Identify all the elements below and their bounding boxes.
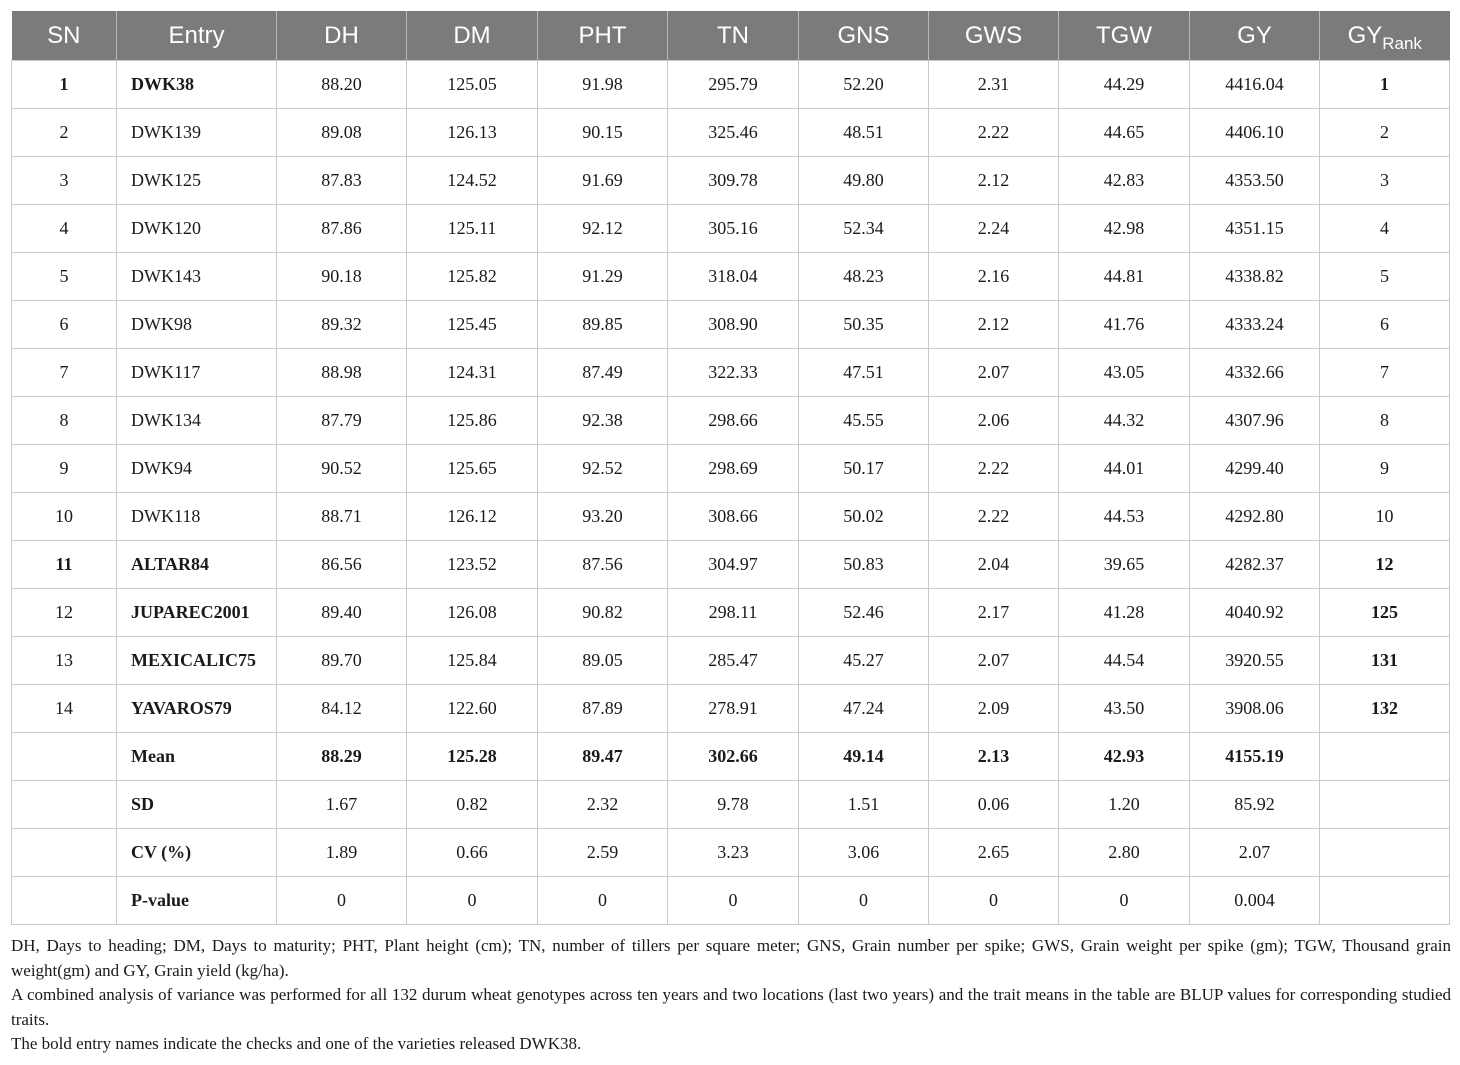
cell-pht: 90.82 [538, 589, 668, 637]
cell-pht: 89.85 [538, 301, 668, 349]
cell-dm: 0 [407, 877, 538, 925]
header-gy-rank-sub: Rank [1382, 33, 1422, 53]
cell-tgw: 41.76 [1059, 301, 1190, 349]
table-row [12, 109, 1450, 157]
header-gws: GWS [929, 11, 1059, 61]
header-entry: Entry [117, 11, 277, 61]
cell-pht: 89.05 [538, 637, 668, 685]
cell-gy: 4292.80 [1190, 493, 1320, 541]
cell-gns: 47.51 [799, 349, 929, 397]
header-gy-rank [1320, 11, 1450, 61]
cell-entry: DWK125 [117, 157, 277, 205]
cell-tn: 298.66 [668, 397, 799, 445]
cell-tgw: 44.53 [1059, 493, 1190, 541]
cell-dm: 124.31 [407, 349, 538, 397]
cell-gy-rank: 9 [1320, 445, 1450, 493]
cell-gns: 50.83 [799, 541, 929, 589]
cell-gy: 4351.15 [1190, 205, 1320, 253]
cell-gy-rank: 5 [1320, 253, 1450, 301]
cell-pht: 93.20 [538, 493, 668, 541]
cell-gws: 2.07 [929, 349, 1059, 397]
cell-gns: 48.23 [799, 253, 929, 301]
cell-gns: 48.51 [799, 109, 929, 157]
cell-gy-rank: 7 [1320, 349, 1450, 397]
cell-sn [12, 781, 117, 829]
cell-tn: 304.97 [668, 541, 799, 589]
summary-row-mean [12, 733, 1450, 781]
cell-gns: 49.14 [799, 733, 929, 781]
cell-tn: 318.04 [668, 253, 799, 301]
footnote-analysis: A combined analysis of variance was performed for all 132 durum wheat genotypes across ten years and two locations (last two years) and the trait means in the table are BLUP values for corresponding studied traits. [11, 985, 1451, 1029]
cell-tn: 295.79 [668, 61, 799, 109]
cell-tgw: 44.01 [1059, 445, 1190, 493]
cell-gy-rank [1320, 829, 1450, 877]
table-row [12, 301, 1450, 349]
cell-tgw: 39.65 [1059, 541, 1190, 589]
cell-entry: DWK118 [117, 493, 277, 541]
cell-gy: 3920.55 [1190, 637, 1320, 685]
header-tn: TN [668, 11, 799, 61]
cell-gy: 4406.10 [1190, 109, 1320, 157]
cell-gy-rank [1320, 781, 1450, 829]
table-row [12, 205, 1450, 253]
summary-row-cv [12, 829, 1450, 877]
cell-pht: 91.98 [538, 61, 668, 109]
cell-pht: 92.52 [538, 445, 668, 493]
cell-summary-label: SD [117, 781, 277, 829]
cell-dh: 88.20 [277, 61, 407, 109]
cell-sn: 14 [12, 685, 117, 733]
cell-gws: 2.12 [929, 301, 1059, 349]
cell-dh: 0 [277, 877, 407, 925]
table-row [12, 397, 1450, 445]
cell-tgw: 42.98 [1059, 205, 1190, 253]
cell-gws: 2.16 [929, 253, 1059, 301]
cell-gy: 85.92 [1190, 781, 1320, 829]
cell-tgw: 43.50 [1059, 685, 1190, 733]
summary-row-pvalue [12, 877, 1450, 925]
cell-entry: MEXICALIC75 [117, 637, 277, 685]
cell-dh: 89.08 [277, 109, 407, 157]
cell-dm: 123.52 [407, 541, 538, 589]
cell-tn: 9.78 [668, 781, 799, 829]
cell-dm: 126.08 [407, 589, 538, 637]
cell-entry: DWK139 [117, 109, 277, 157]
cell-sn: 9 [12, 445, 117, 493]
cell-tn: 309.78 [668, 157, 799, 205]
cell-gy-rank: 12 [1320, 541, 1450, 589]
cell-dm: 125.11 [407, 205, 538, 253]
cell-summary-label: Mean [117, 733, 277, 781]
cell-dh: 86.56 [277, 541, 407, 589]
table-row [12, 349, 1450, 397]
cell-sn [12, 829, 117, 877]
cell-gns: 45.27 [799, 637, 929, 685]
header-tgw: TGW [1059, 11, 1190, 61]
cell-gns: 45.55 [799, 397, 929, 445]
cell-dh: 88.98 [277, 349, 407, 397]
table-row [12, 541, 1450, 589]
cell-sn: 7 [12, 349, 117, 397]
table-header-row [12, 11, 1450, 61]
cell-gy-rank: 1 [1320, 61, 1450, 109]
results-table-container [11, 11, 1449, 925]
cell-pht: 2.59 [538, 829, 668, 877]
cell-sn: 8 [12, 397, 117, 445]
cell-sn: 3 [12, 157, 117, 205]
cell-gy: 4416.04 [1190, 61, 1320, 109]
cell-dh: 88.29 [277, 733, 407, 781]
cell-gy: 4307.96 [1190, 397, 1320, 445]
cell-sn: 11 [12, 541, 117, 589]
cell-gy: 4353.50 [1190, 157, 1320, 205]
cell-pht: 2.32 [538, 781, 668, 829]
cell-dm: 0.82 [407, 781, 538, 829]
cell-pht: 91.29 [538, 253, 668, 301]
cell-pht: 0 [538, 877, 668, 925]
cell-gns: 0 [799, 877, 929, 925]
cell-gy-rank: 3 [1320, 157, 1450, 205]
cell-gws: 0.06 [929, 781, 1059, 829]
cell-dm: 125.05 [407, 61, 538, 109]
cell-sn: 2 [12, 109, 117, 157]
cell-entry: YAVAROS79 [117, 685, 277, 733]
cell-dh: 1.89 [277, 829, 407, 877]
cell-gy: 2.07 [1190, 829, 1320, 877]
cell-entry: ALTAR84 [117, 541, 277, 589]
cell-sn: 4 [12, 205, 117, 253]
cell-gy: 4155.19 [1190, 733, 1320, 781]
cell-gws: 2.22 [929, 109, 1059, 157]
header-gy: GY [1190, 11, 1320, 61]
cell-gy-rank: 4 [1320, 205, 1450, 253]
blup-means-table [11, 11, 1450, 925]
cell-tgw: 42.93 [1059, 733, 1190, 781]
cell-summary-label: P-value [117, 877, 277, 925]
cell-dm: 125.65 [407, 445, 538, 493]
cell-tn: 3.23 [668, 829, 799, 877]
cell-dm: 122.60 [407, 685, 538, 733]
cell-gy: 4040.92 [1190, 589, 1320, 637]
cell-gy-rank: 6 [1320, 301, 1450, 349]
cell-entry: DWK38 [117, 61, 277, 109]
cell-dh: 89.70 [277, 637, 407, 685]
cell-gy-rank: 10 [1320, 493, 1450, 541]
cell-sn: 5 [12, 253, 117, 301]
header-pht: PHT [538, 11, 668, 61]
table-row [12, 589, 1450, 637]
cell-tn: 298.11 [668, 589, 799, 637]
cell-tn: 308.90 [668, 301, 799, 349]
cell-gy-rank: 132 [1320, 685, 1450, 733]
cell-gy-rank: 125 [1320, 589, 1450, 637]
footnote-abbreviations: DH, Days to heading; DM, Days to maturity; PHT, Plant height (cm); TN, number of tillers per square meter; GNS, Grain number per spike; GWS, Grain weight per spike (gm); TGW, Thousand grain weight(gm) and GY, Grain yield (kg/ha). [11, 936, 1451, 980]
cell-gns: 1.51 [799, 781, 929, 829]
cell-gws: 2.31 [929, 61, 1059, 109]
cell-tgw: 42.83 [1059, 157, 1190, 205]
header-dh: DH [277, 11, 407, 61]
cell-tgw: 0 [1059, 877, 1190, 925]
header-gy-rank-main: GY [1347, 21, 1383, 49]
cell-entry: DWK120 [117, 205, 277, 253]
cell-pht: 92.12 [538, 205, 668, 253]
cell-dm: 125.45 [407, 301, 538, 349]
cell-pht: 92.38 [538, 397, 668, 445]
cell-sn: 12 [12, 589, 117, 637]
table-row [12, 157, 1450, 205]
cell-pht: 87.56 [538, 541, 668, 589]
cell-pht: 91.69 [538, 157, 668, 205]
cell-tn: 325.46 [668, 109, 799, 157]
cell-tn: 0 [668, 877, 799, 925]
cell-dm: 125.28 [407, 733, 538, 781]
cell-gy-rank: 2 [1320, 109, 1450, 157]
cell-tn: 308.66 [668, 493, 799, 541]
cell-gws: 2.07 [929, 637, 1059, 685]
cell-dm: 124.52 [407, 157, 538, 205]
cell-sn: 6 [12, 301, 117, 349]
cell-entry: DWK143 [117, 253, 277, 301]
cell-sn: 10 [12, 493, 117, 541]
cell-gns: 50.02 [799, 493, 929, 541]
cell-dh: 90.18 [277, 253, 407, 301]
cell-gy-rank: 8 [1320, 397, 1450, 445]
cell-entry: DWK134 [117, 397, 277, 445]
cell-gns: 50.35 [799, 301, 929, 349]
cell-dh: 89.32 [277, 301, 407, 349]
cell-dh: 87.79 [277, 397, 407, 445]
cell-tgw: 2.80 [1059, 829, 1190, 877]
cell-entry: DWK94 [117, 445, 277, 493]
cell-dh: 87.83 [277, 157, 407, 205]
cell-dm: 0.66 [407, 829, 538, 877]
footnote-bold-note: The bold entry names indicate the checks and one of the varieties released DWK38. [11, 1034, 582, 1053]
cell-dh: 84.12 [277, 685, 407, 733]
cell-tgw: 1.20 [1059, 781, 1190, 829]
header-sn: SN [12, 11, 117, 61]
cell-gns: 52.20 [799, 61, 929, 109]
cell-entry: DWK98 [117, 301, 277, 349]
cell-gws: 2.22 [929, 493, 1059, 541]
cell-dh: 90.52 [277, 445, 407, 493]
summary-row-sd [12, 781, 1450, 829]
cell-tn: 285.47 [668, 637, 799, 685]
cell-gy: 4299.40 [1190, 445, 1320, 493]
cell-tgw: 44.32 [1059, 397, 1190, 445]
cell-gy: 4332.66 [1190, 349, 1320, 397]
cell-gy-rank [1320, 733, 1450, 781]
cell-pht: 90.15 [538, 109, 668, 157]
cell-tn: 298.69 [668, 445, 799, 493]
cell-gy: 4333.24 [1190, 301, 1320, 349]
cell-gns: 50.17 [799, 445, 929, 493]
cell-sn: 13 [12, 637, 117, 685]
cell-gws: 2.06 [929, 397, 1059, 445]
cell-gy: 4282.37 [1190, 541, 1320, 589]
cell-entry: DWK117 [117, 349, 277, 397]
cell-gy: 3908.06 [1190, 685, 1320, 733]
cell-dm: 126.13 [407, 109, 538, 157]
cell-dh: 1.67 [277, 781, 407, 829]
cell-sn [12, 733, 117, 781]
cell-tgw: 41.28 [1059, 589, 1190, 637]
cell-tn: 305.16 [668, 205, 799, 253]
cell-tn: 302.66 [668, 733, 799, 781]
cell-gy: 4338.82 [1190, 253, 1320, 301]
cell-gws: 2.65 [929, 829, 1059, 877]
cell-tgw: 44.81 [1059, 253, 1190, 301]
cell-gns: 52.34 [799, 205, 929, 253]
cell-gws: 2.04 [929, 541, 1059, 589]
cell-gy: 0.004 [1190, 877, 1320, 925]
cell-tgw: 44.65 [1059, 109, 1190, 157]
header-gns: GNS [799, 11, 929, 61]
cell-dh: 89.40 [277, 589, 407, 637]
table-row [12, 253, 1450, 301]
cell-dh: 88.71 [277, 493, 407, 541]
cell-pht: 87.89 [538, 685, 668, 733]
cell-dm: 125.82 [407, 253, 538, 301]
cell-sn: 1 [12, 61, 117, 109]
cell-entry: JUPAREC2001 [117, 589, 277, 637]
cell-dm: 125.86 [407, 397, 538, 445]
cell-gws: 2.22 [929, 445, 1059, 493]
cell-pht: 89.47 [538, 733, 668, 781]
table-row [12, 637, 1450, 685]
cell-dh: 87.86 [277, 205, 407, 253]
cell-tgw: 43.05 [1059, 349, 1190, 397]
cell-gws: 2.17 [929, 589, 1059, 637]
cell-summary-label: CV (%) [117, 829, 277, 877]
table-row [12, 445, 1450, 493]
cell-tn: 278.91 [668, 685, 799, 733]
cell-gns: 3.06 [799, 829, 929, 877]
cell-gy-rank [1320, 877, 1450, 925]
cell-gws: 2.24 [929, 205, 1059, 253]
table-row [12, 685, 1450, 733]
cell-gy-rank: 131 [1320, 637, 1450, 685]
table-row [12, 493, 1450, 541]
cell-sn [12, 877, 117, 925]
table-row [12, 61, 1450, 109]
cell-gws: 2.13 [929, 733, 1059, 781]
cell-dm: 126.12 [407, 493, 538, 541]
cell-dm: 125.84 [407, 637, 538, 685]
cell-tn: 322.33 [668, 349, 799, 397]
cell-gns: 52.46 [799, 589, 929, 637]
cell-pht: 87.49 [538, 349, 668, 397]
cell-gns: 47.24 [799, 685, 929, 733]
cell-gws: 2.09 [929, 685, 1059, 733]
cell-tgw: 44.29 [1059, 61, 1190, 109]
cell-tgw: 44.54 [1059, 637, 1190, 685]
cell-gws: 0 [929, 877, 1059, 925]
cell-gws: 2.12 [929, 157, 1059, 205]
table-footnotes [11, 934, 1451, 1057]
cell-gns: 49.80 [799, 157, 929, 205]
header-dm: DM [407, 11, 538, 61]
